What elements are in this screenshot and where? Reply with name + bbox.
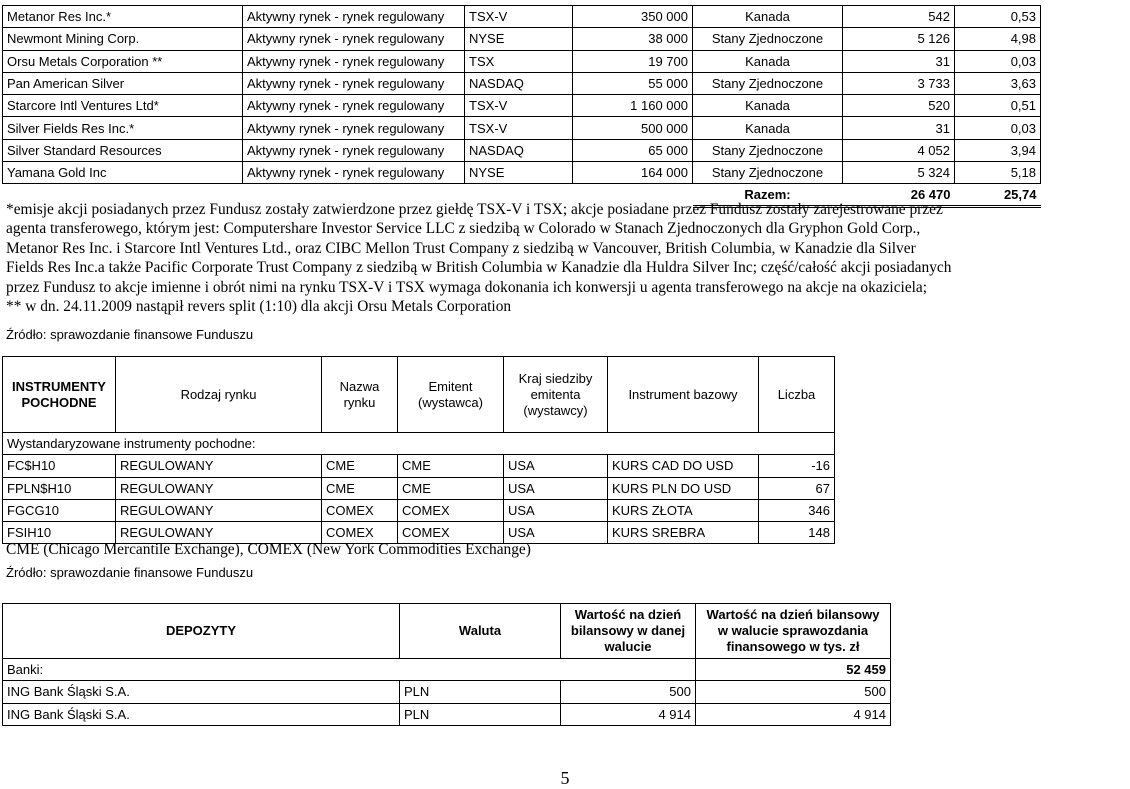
issuer-name: Newmont Mining Corp.: [3, 28, 243, 50]
percent: 0,03: [955, 117, 1041, 139]
base-instrument: KURS PLN DO USD: [608, 477, 759, 499]
table-row: [3, 95, 1041, 117]
table-row: [3, 499, 835, 521]
table-row: [3, 50, 1041, 72]
header-value-currency: Wartość na dzień bilansowy w danej walucie: [561, 604, 696, 659]
value-pln: 500: [696, 681, 891, 703]
table-row: [3, 681, 891, 703]
country: Stany Zjednoczone: [693, 162, 843, 184]
issuer-name: Silver Fields Res Inc.*: [3, 117, 243, 139]
issuer-country: USA: [504, 455, 608, 477]
percent: 5,18: [955, 162, 1041, 184]
value: 31: [843, 50, 955, 72]
value: 5 324: [843, 162, 955, 184]
count: -16: [759, 455, 835, 477]
value: 520: [843, 95, 955, 117]
instrument-name: FGCG10: [3, 499, 116, 521]
header-market-name: Nazwa rynku: [322, 357, 398, 433]
market-type: Aktywny rynek - rynek regulowany: [243, 50, 465, 72]
market-name: CME: [322, 477, 398, 499]
table-row: [3, 139, 1041, 161]
footnote-1: *emisje akcji posiadanych przez Fundusz zostały zatwierdzone przez giełdę TSX-V i TSX; akcje posiadane przez Fundusz zostały zarejestrowane przez agenta transferowego, którym jest: Computershare Investor Service LLC z siedzibą w Colorado w Stanach Zjednoczonych dla Gryphon Gold Corp., Metanor Res Inc. i Starcore Intl Ventures Ltd., oraz CIBC Mellon Trust Company z siedzibą w Vancouver, British Columbia, w Kanadzie dla Silver Fields Res Inc.a także Pacific Corporate Trust Company z siedzibą w British Columbia w Kanadzie dla Huldra Silver Inc; część/całość akcji posiadanych przez Fundusz to akcje imienne i obrót nimi na rynku TSX-V i TSX wymaga dokonania ich konwersji u agenta transferowego na akcje na okaziciela;: [6, 201, 952, 296]
table-row: [3, 6, 1041, 28]
base-instrument: KURS ZŁOTA: [608, 499, 759, 521]
bank-name: ING Bank Śląski S.A.: [3, 681, 400, 703]
deposits-table: [2, 603, 891, 726]
table-row: [3, 117, 1041, 139]
header-instruments: INSTRUMENTY POCHODNE: [3, 357, 116, 433]
country: Stany Zjednoczone: [693, 139, 843, 161]
market-type: Aktywny rynek - rynek regulowany: [243, 139, 465, 161]
table-row: [3, 455, 835, 477]
value: 542: [843, 6, 955, 28]
deposits-header-row: [3, 604, 891, 659]
country: Kanada: [693, 50, 843, 72]
exchange: TSX: [465, 50, 573, 72]
base-instrument: KURS SREBRA: [608, 522, 759, 544]
exchange: NYSE: [465, 28, 573, 50]
issuer: CME: [398, 455, 504, 477]
market-name: CME: [322, 455, 398, 477]
issuer: CME: [398, 477, 504, 499]
percent: 3,63: [955, 72, 1041, 94]
currency: PLN: [400, 681, 561, 703]
header-count: Liczba: [759, 357, 835, 433]
percent: 0,03: [955, 50, 1041, 72]
value-currency: 4 914: [561, 703, 696, 725]
count: 148: [759, 522, 835, 544]
footnotes: [6, 200, 954, 316]
total-label: Razem:: [693, 184, 843, 207]
value: 4 052: [843, 139, 955, 161]
instrument-name: FC$H10: [3, 455, 116, 477]
currency: PLN: [400, 703, 561, 725]
market-type: REGULOWANY: [116, 477, 322, 499]
market-type: Aktywny rynek - rynek regulowany: [243, 6, 465, 28]
page-number: 5: [560, 768, 570, 788]
derivatives-section-row: [3, 433, 835, 455]
quantity: 1 160 000: [573, 95, 693, 117]
instrument-name: FSIH10: [3, 522, 116, 544]
banks-label: Banki:: [3, 659, 696, 681]
header-base-instrument: Instrument bazowy: [608, 357, 759, 433]
issuer-country: USA: [504, 499, 608, 521]
quantity: 55 000: [573, 72, 693, 94]
percent: 3,94: [955, 139, 1041, 161]
derivatives-header-row: [3, 357, 835, 433]
header-issuer: Emitent (wystawca): [398, 357, 504, 433]
market-type: Aktywny rynek - rynek regulowany: [243, 28, 465, 50]
quantity: 38 000: [573, 28, 693, 50]
value: 5 126: [843, 28, 955, 50]
quantity: 500 000: [573, 117, 693, 139]
market-type: Aktywny rynek - rynek regulowany: [243, 162, 465, 184]
quantity: 164 000: [573, 162, 693, 184]
issuer-name: Starcore Intl Ventures Ltd*: [3, 95, 243, 117]
issuer-name: Pan American Silver: [3, 72, 243, 94]
base-instrument: KURS CAD DO USD: [608, 455, 759, 477]
issuer-name: Silver Standard Resources: [3, 139, 243, 161]
percent: 4,98: [955, 28, 1041, 50]
issuer-name: Metanor Res Inc.*: [3, 6, 243, 28]
header-currency: Waluta: [400, 604, 561, 659]
quantity: 350 000: [573, 6, 693, 28]
country: Kanada: [693, 117, 843, 139]
table-row: [3, 28, 1041, 50]
exchange: NASDAQ: [465, 139, 573, 161]
exchange: NASDAQ: [465, 72, 573, 94]
count: 346: [759, 499, 835, 521]
derivatives-note: CME (Chicago Mercantile Exchange), COMEX (New York Commodities Exchange): [6, 541, 531, 558]
market-name: COMEX: [322, 499, 398, 521]
value: 31: [843, 117, 955, 139]
exchange: TSX-V: [465, 117, 573, 139]
issuer-name: Orsu Metals Corporation **: [3, 50, 243, 72]
issuer: COMEX: [398, 499, 504, 521]
banks-row: [3, 659, 891, 681]
country: Kanada: [693, 95, 843, 117]
market-type: Aktywny rynek - rynek regulowany: [243, 117, 465, 139]
securities-table: [2, 5, 1041, 208]
country: Kanada: [693, 6, 843, 28]
percent: 0,53: [955, 6, 1041, 28]
percent: 0,51: [955, 95, 1041, 117]
issuer-name: Yamana Gold Inc: [3, 162, 243, 184]
header-value-pln: Wartość na dzień bilansowy w walucie sprawozdania finansowego w tys. zł: [696, 604, 891, 659]
country: Stany Zjednoczone: [693, 72, 843, 94]
total-value: 26 470: [843, 184, 955, 207]
value-currency: 500: [561, 681, 696, 703]
header-market-type: Rodzaj rynku: [116, 357, 322, 433]
market-name: COMEX: [322, 522, 398, 544]
quantity: 65 000: [573, 139, 693, 161]
source-note-2: Źródło: sprawozdanie finansowe Funduszu: [6, 565, 254, 580]
source-note-1: Źródło: sprawozdanie finansowe Funduszu: [6, 327, 254, 342]
banks-total: 52 459: [696, 659, 891, 681]
derivatives-section-label: Wystandaryzowane instrumenty pochodne:: [3, 433, 835, 455]
market-type: Aktywny rynek - rynek regulowany: [243, 95, 465, 117]
instrument-name: FPLN$H10: [3, 477, 116, 499]
market-type: REGULOWANY: [116, 499, 322, 521]
table-row: [3, 477, 835, 499]
footnote-2: ** w dn. 24.11.2009 nastąpił revers split (1:10) dla akcji Orsu Metals Corporation: [6, 298, 512, 316]
quantity: 19 700: [573, 50, 693, 72]
exchange: NYSE: [465, 162, 573, 184]
exchange: TSX-V: [465, 6, 573, 28]
header-issuer-country: Kraj siedziby emitenta (wystawcy): [504, 357, 608, 433]
country: Stany Zjednoczone: [693, 28, 843, 50]
exchange: TSX-V: [465, 95, 573, 117]
value-pln: 4 914: [696, 703, 891, 725]
issuer: COMEX: [398, 522, 504, 544]
table-row: [3, 162, 1041, 184]
issuer-country: USA: [504, 477, 608, 499]
value: 3 733: [843, 72, 955, 94]
table-row: [3, 72, 1041, 94]
market-type: REGULOWANY: [116, 522, 322, 544]
market-type: Aktywny rynek - rynek regulowany: [243, 72, 465, 94]
market-type: REGULOWANY: [116, 455, 322, 477]
header-deposits: DEPOZYTY: [3, 604, 400, 659]
total-percent: 25,74: [955, 184, 1041, 207]
issuer-country: USA: [504, 522, 608, 544]
count: 67: [759, 477, 835, 499]
table-row: [3, 703, 891, 725]
bank-name: ING Bank Śląski S.A.: [3, 703, 400, 725]
derivatives-table: [2, 356, 835, 544]
